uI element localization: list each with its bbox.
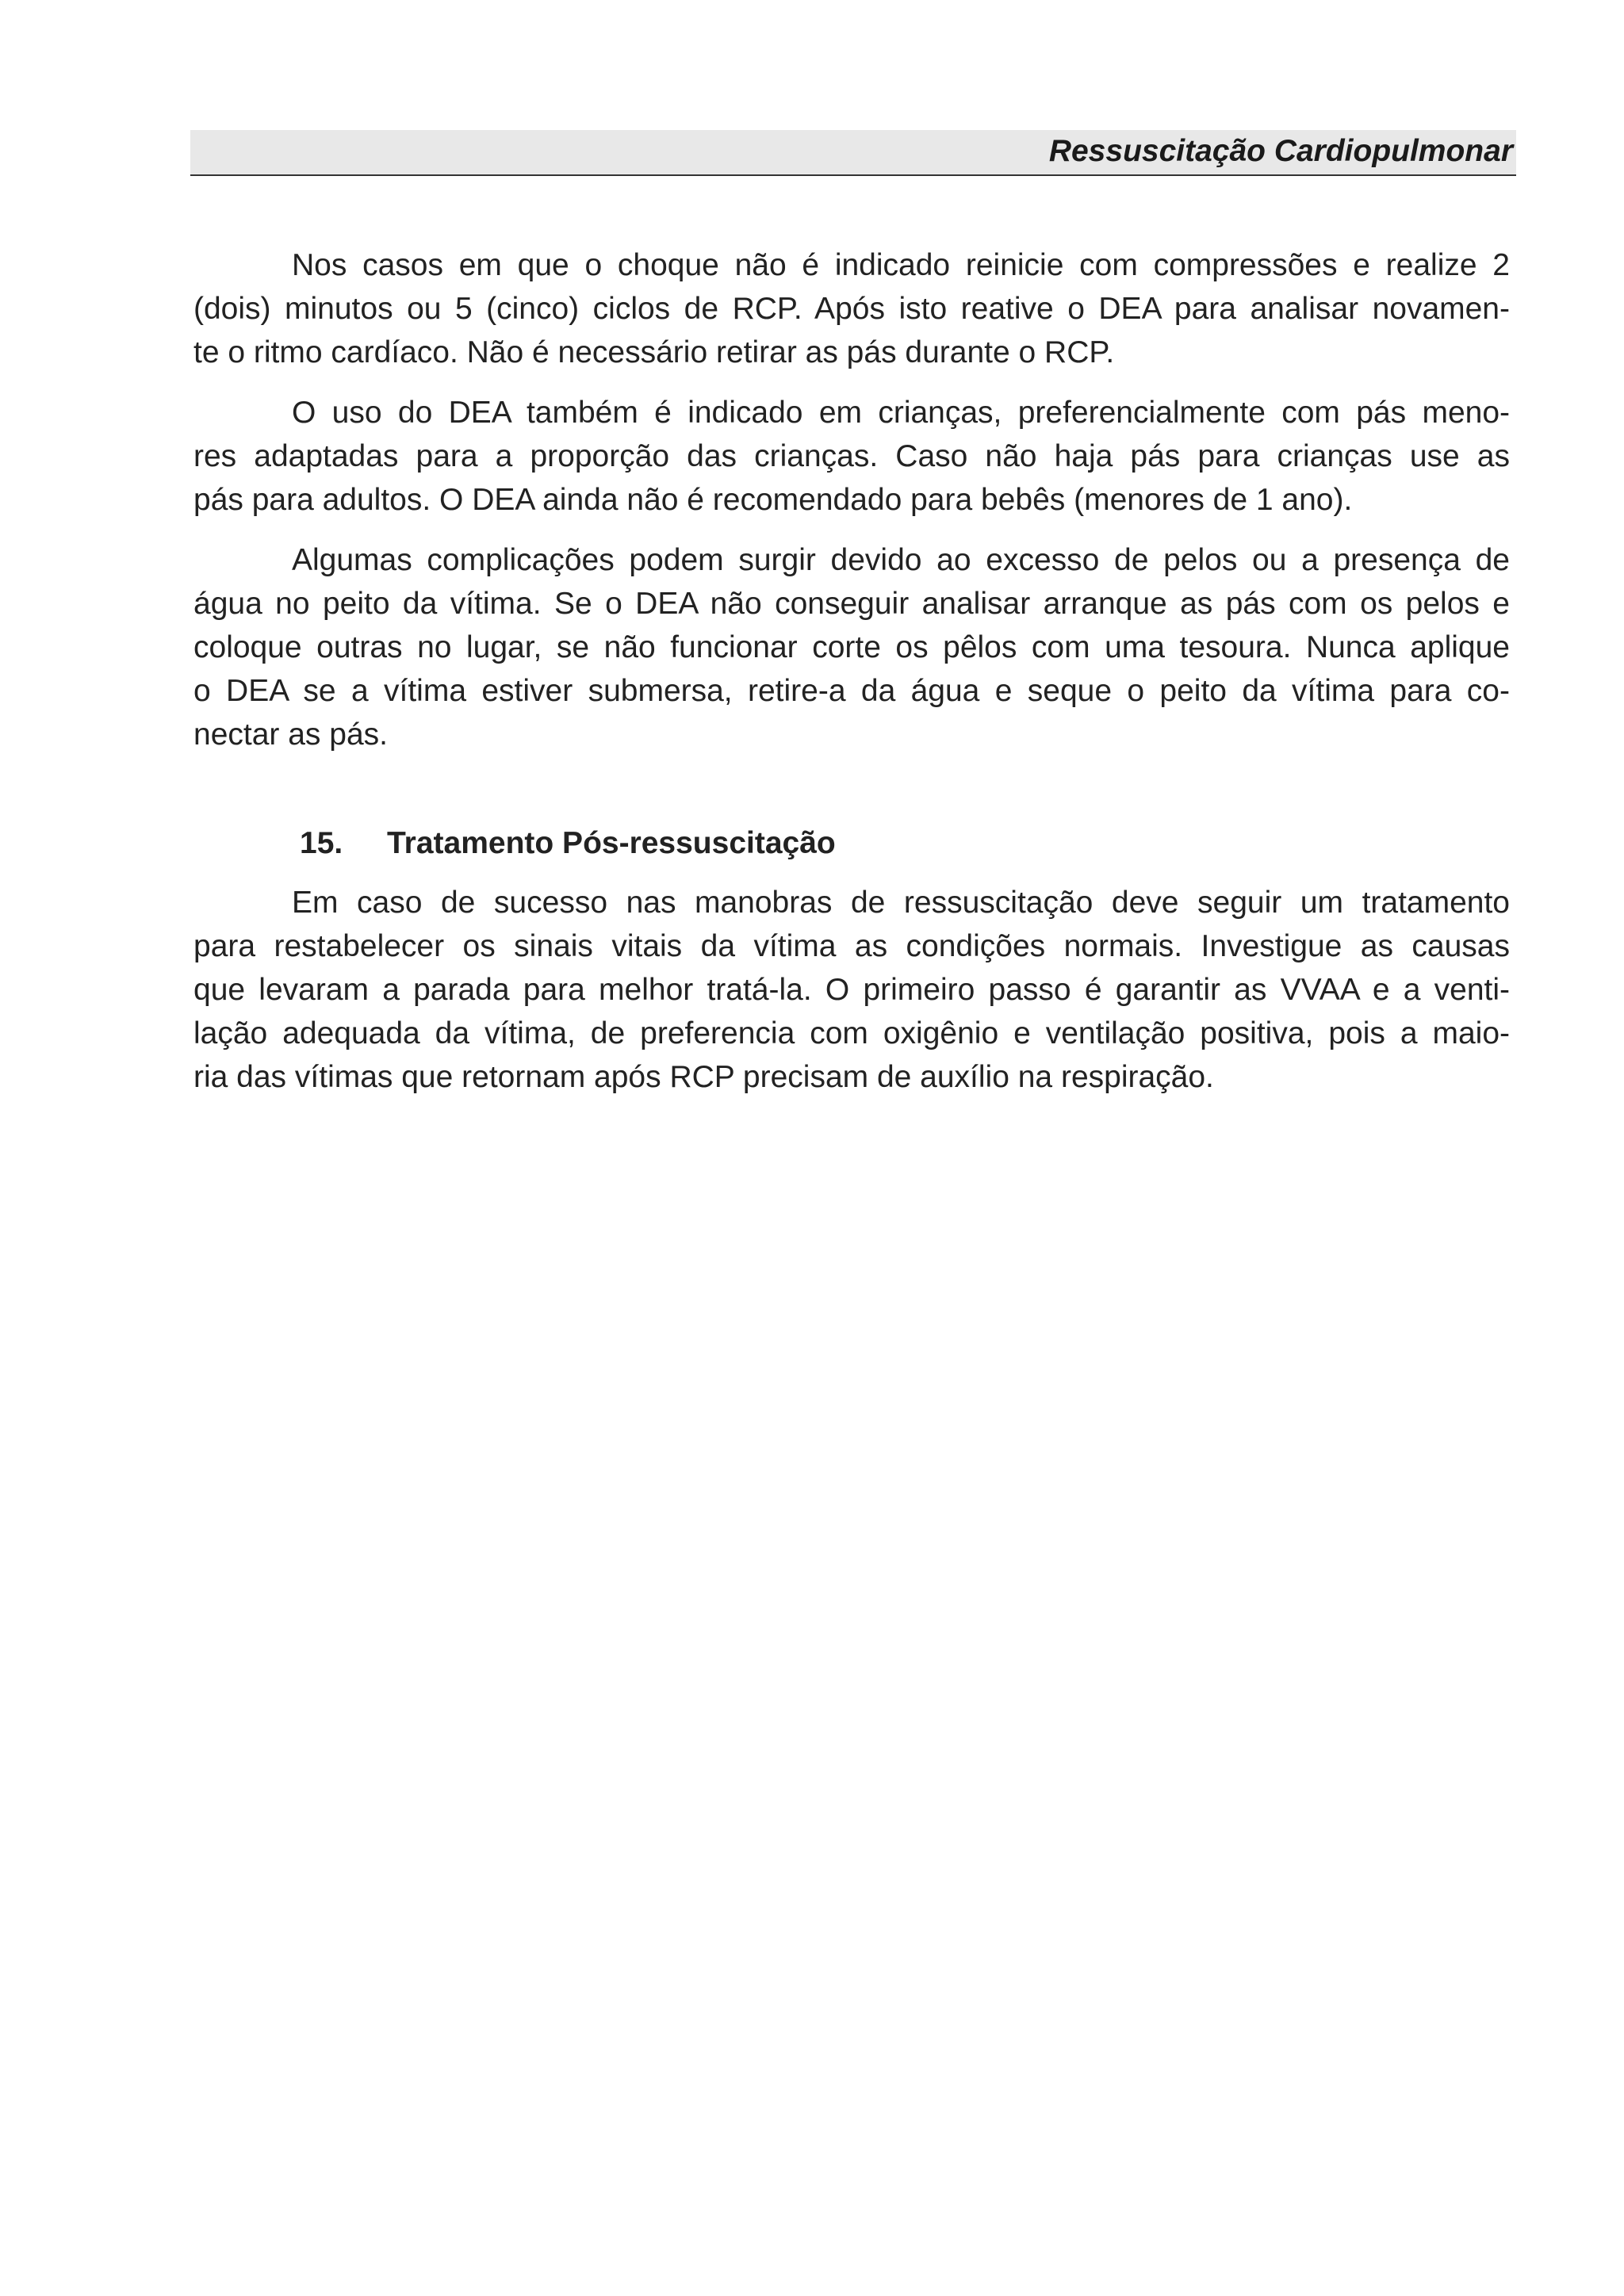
text-line: para restabelecer os sinais vitais da vítima as condições normais. Investigue as causas — [193, 929, 1510, 963]
paragraph-complicacoes — [193, 538, 1510, 756]
text-line: água no peito da vítima. Se o DEA não conseguir analisar arranque as pás com os pelos e — [193, 587, 1510, 621]
text-line: ria das vítimas que retornam após RCP precisam de auxílio na respiração. — [193, 1060, 1214, 1094]
paragraph-tratamento-pos — [193, 881, 1510, 1099]
text-line: (dois) minutos ou 5 (cinco) ciclos de RCP. Após isto reative o DEA para analisar novamen- — [193, 292, 1510, 326]
section-number: 15. — [300, 826, 343, 860]
text-line: lação adequada da vítima, de preferencia com oxigênio e ventilação positiva, pois a maio- — [193, 1016, 1510, 1050]
section-heading — [193, 821, 1510, 865]
text-line: nectar as pás. — [193, 718, 388, 752]
text-line: te o ritmo cardíaco. Não é necessário retirar as pás durante o RCP. — [193, 335, 1115, 369]
text-line: Em caso de sucesso nas manobras de ressuscitação deve seguir um tratamento — [292, 886, 1510, 920]
text-line: Nos casos em que o choque não é indicado reinicie com compressões e realize 2 — [292, 248, 1510, 282]
text-line: res adaptadas para a proporção das crianças. Caso não haja pás para crianças use as — [193, 439, 1510, 473]
running-header — [190, 130, 1516, 176]
text-line: Algumas complicações podem surgir devido ao excesso de pelos ou a presença de — [292, 543, 1510, 577]
paragraph-choque-nao-indicado — [193, 243, 1510, 374]
page-content — [193, 243, 1510, 1115]
text-line: pás para adultos. O DEA ainda não é recomendado para bebês (menores de 1 ano). — [193, 483, 1353, 517]
paragraph-dea-criancas — [193, 391, 1510, 522]
section-title: Tratamento Pós-ressuscitação — [387, 826, 836, 860]
text-line: o DEA se a vítima estiver submersa, retire-a da água e seque o peito da vítima para co- — [193, 674, 1510, 708]
text-line: coloque outras no lugar, se não funcionar corte os pêlos com uma tesoura. Nunca aplique — [193, 630, 1510, 664]
text-line: O uso do DEA também é indicado em crianças, preferencialmente com pás meno- — [292, 396, 1510, 430]
text-line: que levaram a parada para melhor tratá-la. O primeiro passo é garantir as VVAA e a venti- — [193, 973, 1510, 1007]
running-header-title: Ressuscitação Cardiopulmonar — [1048, 134, 1513, 168]
